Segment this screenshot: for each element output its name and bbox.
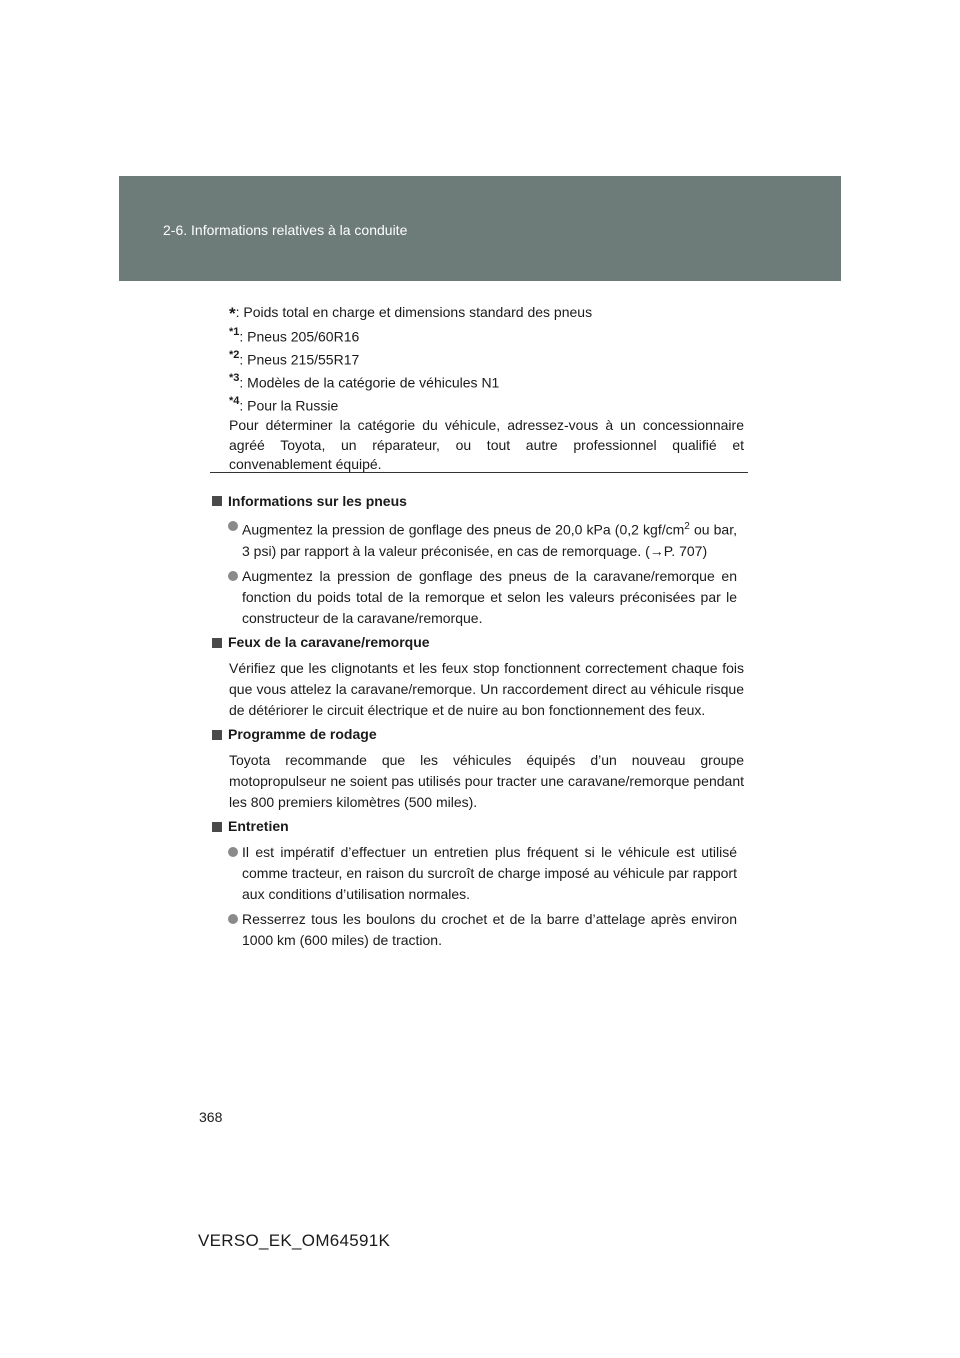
footnote-3: $^{*3}$: Modèles de la catégorie de véhicules N1 — [229, 371, 500, 391]
footnote-star: *: Poids total en charge et dimensions standard des pneus — [229, 304, 593, 323]
footnotes — [229, 303, 744, 475]
section-header — [119, 176, 841, 281]
section-maintenance — [212, 816, 744, 951]
content — [212, 490, 744, 954]
section-heading: Informations sur les pneus — [212, 490, 744, 512]
list-item: Il est impératif d’effectuer un entretien plus fréquent si le véhicule est utilisé comme tracteur, en raison du surcroît de charge imposé au véhicule par rapport aux conditions d’utilisation normales. — [212, 842, 744, 905]
page-number: 368 — [199, 1109, 223, 1125]
paragraph: Vérifiez que les clignotants et les feux stop fonctionnent correctement chaque fois que vous attelez la caravane/remorque. Un raccordement direct au véhicule risque de détériorer le circuit électrique et de nuire au bon fonctionnement des feux. — [229, 659, 744, 718]
footnote-2: $^{*2}$: Pneus 215/55R17 — [229, 348, 360, 368]
circle-bullet-icon — [228, 521, 238, 531]
paragraph: Toyota recommande que les véhicules équipés d’un nouveau groupe motopropulseur ne soient pas utilisés pour tracter une caravane/remorque pendant les 800 premiers kilomètres (500 miles). — [229, 751, 744, 810]
circle-bullet-icon — [228, 914, 238, 924]
footnote-1: $^{*1}$: Pneus 205/60R16 — [229, 325, 360, 345]
footnote-paragraph: Pour déterminer la catégorie du véhicule, adressez-vous à un concessionnaire agréé Toyota, un réparateur, ou tout autre professionnel qualifié et convenablement équipé. — [229, 417, 744, 473]
section-heading: Feux de la caravane/remorque — [212, 632, 744, 654]
circle-bullet-icon — [228, 847, 238, 857]
section-breakin — [212, 724, 744, 813]
square-bullet-icon — [212, 496, 222, 506]
section-tyres — [212, 490, 744, 629]
section-heading: Programme de rodage — [212, 724, 744, 746]
section-heading: Entretien — [212, 816, 744, 838]
footnote-4: $^{*4}$: Pour la Russie — [229, 394, 339, 414]
list-item: Resserrez tous les boulons du crochet et de la barre d’attelage après environ 1000 km (600 miles) de traction. — [212, 909, 744, 951]
square-bullet-icon — [212, 638, 222, 648]
section-title: 2-6. Informations relatives à la conduite — [163, 222, 408, 238]
document-code: VERSO_EK_OM64591K — [198, 1231, 391, 1250]
square-bullet-icon — [212, 730, 222, 740]
divider — [210, 472, 748, 473]
circle-bullet-icon — [228, 571, 238, 581]
list-item: Augmentez la pression de gonflage des pneus de la caravane/remorque en fonction du poids total de la remorque et selon les valeurs préconisées par le constructeur de la caravane/remorque. — [212, 566, 744, 629]
list-item: Augmentez la pression de gonflage des pneus de 20,0 kPa (0,2 kgf/$cm^2$ ou bar, 3 psi) par rapport à la valeur préconisée, en cas de remorquage. (→P. 707) — [212, 516, 744, 562]
section-lights — [212, 632, 744, 721]
square-bullet-icon — [212, 822, 222, 832]
